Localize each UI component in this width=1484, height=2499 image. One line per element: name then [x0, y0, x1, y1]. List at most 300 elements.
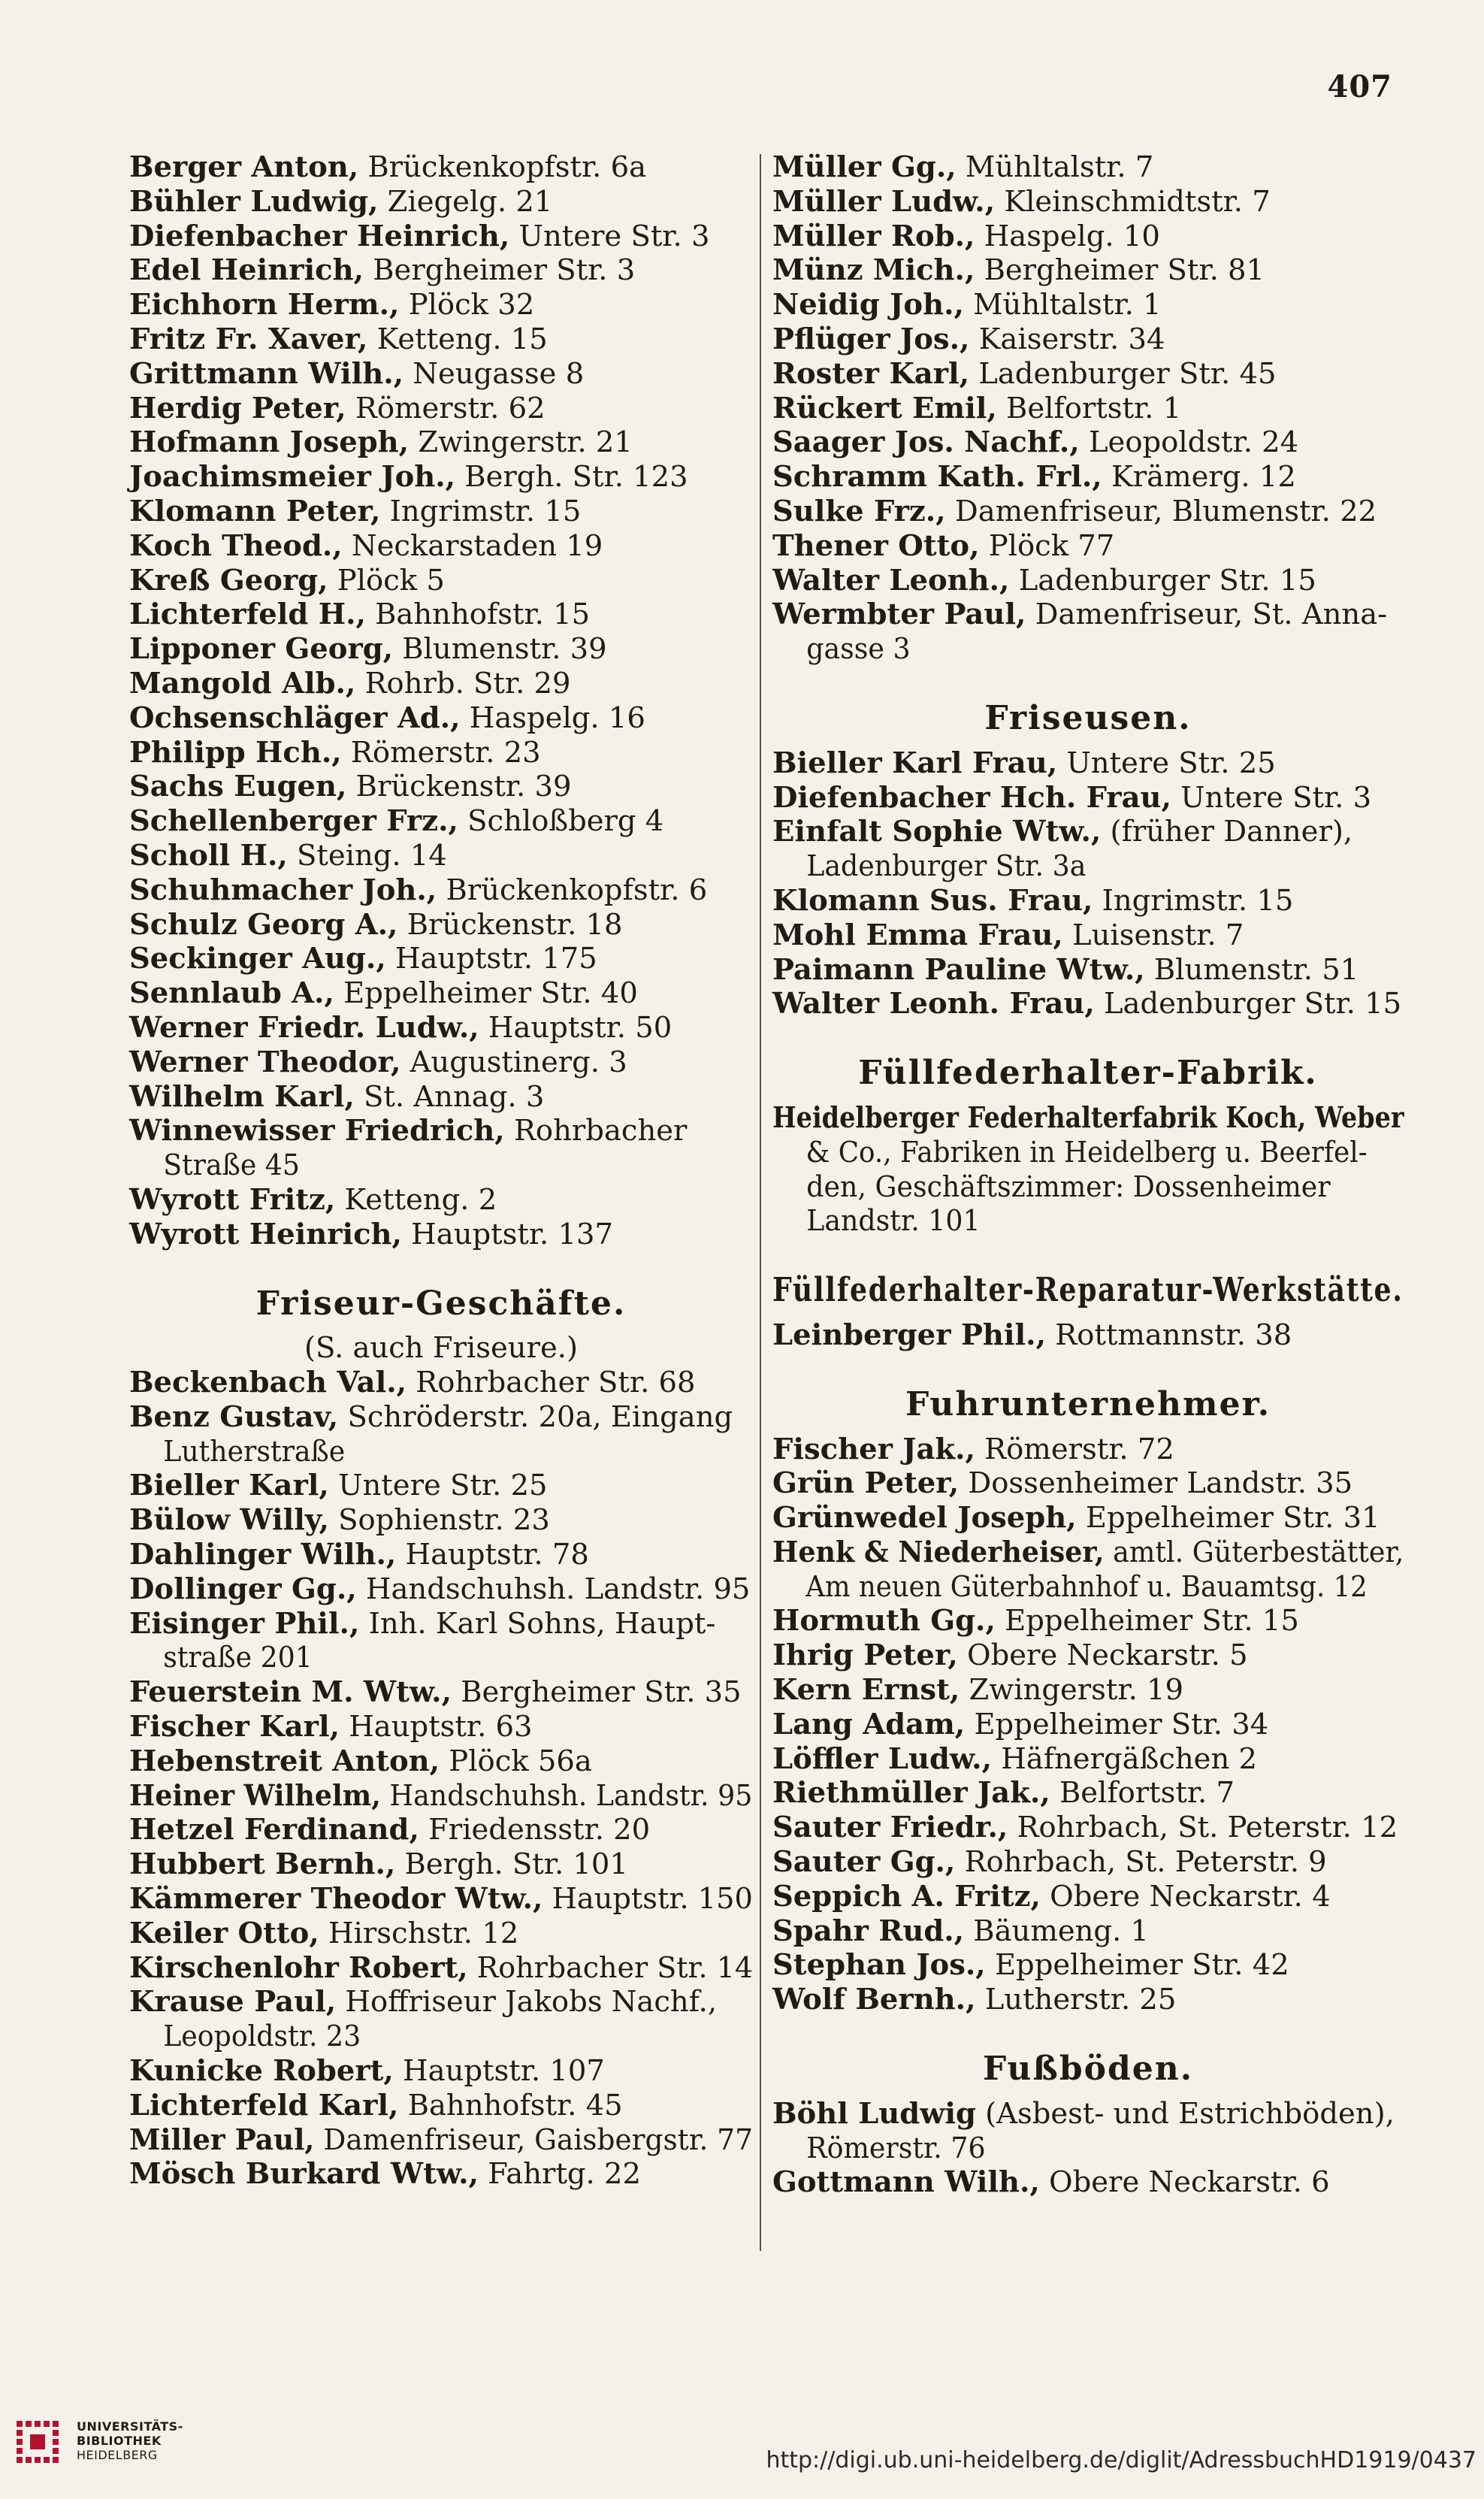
- entry-name: Eichhorn Herm.,: [129, 288, 400, 322]
- directory-entry: [129, 942, 753, 976]
- directory-entry: [772, 1501, 1404, 1535]
- directory-entry: [129, 770, 753, 804]
- entry-address: Kaiserstr. 34: [969, 322, 1165, 356]
- entry-continuation: Straße 45: [163, 1148, 300, 1183]
- entry-address: Brückenstr. 39: [346, 770, 572, 804]
- entry-name: Müller Rob.,: [772, 219, 975, 253]
- entry-address: Bergh. Str. 101: [395, 1847, 628, 1882]
- entry-name: Sennlaub A.,: [129, 976, 334, 1011]
- entry-address: Ketteng. 2: [335, 1182, 497, 1217]
- entry-continuation: Landstr. 101: [806, 1204, 981, 1239]
- directory-entry: [772, 1776, 1404, 1811]
- directory-entry: [129, 357, 753, 392]
- entry-name: Grün Peter,: [772, 1466, 960, 1501]
- entry-name: Feuerstein M. Wtw.,: [129, 1675, 452, 1710]
- entry-address: Damenfriseur, St. Anna-: [1026, 598, 1388, 632]
- entry-address: Hauptstr. 175: [385, 942, 597, 976]
- entry-name: Bülow Willy,: [129, 1503, 329, 1538]
- entry-address: Hauptstr. 137: [401, 1217, 613, 1251]
- entry-address: Handschuhsh. Landstr. 95: [380, 1778, 753, 1813]
- entry-address: Bergh. Str. 123: [455, 460, 688, 495]
- directory-entry: [772, 288, 1404, 322]
- directory-entry: [772, 781, 1404, 815]
- directory-entry: [129, 1572, 753, 1607]
- entry-address: Untere Str. 3: [1171, 780, 1372, 815]
- directory-entry: [772, 253, 1404, 288]
- entry-address: Blumenstr. 51: [1144, 952, 1359, 987]
- entry-address: Fahrtg. 22: [478, 2157, 642, 2192]
- entry-name: Kern Ernst,: [772, 1673, 960, 1708]
- entry-name: Schramm Kath. Frl.,: [772, 460, 1102, 495]
- directory-entry: [772, 987, 1404, 1021]
- entry-address: Augustinerg. 3: [400, 1045, 627, 1079]
- university-seal-icon: [14, 2418, 62, 2466]
- entry-name: Philipp Hch.,: [129, 735, 342, 770]
- entry-address: Untere Str. 25: [328, 1469, 548, 1503]
- entry-address: Ladenburger Str. 45: [969, 356, 1277, 391]
- entry-continuation: & Co., Fabriken in Heidelberg u. Beerfel-: [805, 1135, 1368, 1169]
- footer-url-link[interactable]: http://digi.ub.uni-heidelberg.de/diglit/AdressbuchHD1919/0437: [766, 2447, 1476, 2473]
- entry-name: Miller Paul,: [129, 2122, 315, 2157]
- directory-entry: [129, 1744, 753, 1779]
- entry-name: Fritz Fr. Xaver,: [129, 322, 368, 356]
- entry-address: Neugasse 8: [403, 356, 585, 391]
- directory-entry: [129, 1813, 753, 1847]
- directory-entry: [129, 1045, 753, 1080]
- right-column: [772, 150, 1404, 2200]
- entry-name: Neidig Joh.,: [772, 288, 964, 322]
- entry-name: Werner Theodor,: [129, 1045, 401, 1079]
- section-heading: Füllfederhalter-Reparatur-Werkstätte.: [772, 1271, 1404, 1310]
- entry-address: Leopoldstr. 24: [1079, 425, 1299, 460]
- directory-entry: [772, 1742, 1404, 1777]
- entry-name: Wolf Bernh.,: [772, 1983, 976, 2017]
- entry-address: Ladenburger Str. 15: [1094, 987, 1402, 1021]
- directory-entry: [772, 1318, 1404, 1353]
- entry-address: Dossenheimer Landstr. 35: [959, 1466, 1353, 1501]
- entry-address: Hauptstr. 78: [396, 1538, 589, 1572]
- directory-entry: [772, 746, 1404, 781]
- directory-entry: [772, 815, 1404, 849]
- entry-address: Hauptstr. 150: [543, 1882, 753, 1917]
- entry-name: Spahr Rud.,: [772, 1914, 965, 1948]
- entry-name: Edel Heinrich,: [129, 253, 364, 288]
- directory-entry: [772, 1604, 1404, 1638]
- entry-name: Heiner Wilhelm,: [129, 1778, 381, 1813]
- directory-entry: [772, 425, 1404, 460]
- entry-address: Ingrimstr. 15: [380, 494, 582, 528]
- entry-name: Sulke Frz.,: [772, 494, 946, 528]
- entry-address: Mühltalstr. 1: [963, 288, 1162, 322]
- entry-address: Eppelheimer Str. 40: [334, 976, 638, 1011]
- directory-entry: [772, 564, 1404, 598]
- directory-entry: [129, 460, 753, 495]
- section-gap: [772, 667, 1404, 701]
- entry-name: Hetzel Ferdinand,: [129, 1813, 419, 1847]
- entry-name: Münz Mich.,: [772, 253, 975, 288]
- entry-continuation: Römerstr. 76: [806, 2131, 986, 2165]
- entry-address: Obere Neckarstr. 6: [1039, 2165, 1330, 2200]
- directory-entry: [129, 253, 753, 288]
- directory-entry: [772, 1914, 1404, 1949]
- entry-name: Wyrott Heinrich,: [129, 1217, 402, 1251]
- entry-name: Klomann Sus. Frau,: [772, 883, 1093, 918]
- entry-address: Eppelheimer Str. 15: [995, 1604, 1299, 1638]
- entry-address: amtl. Güterbestätter,: [1104, 1535, 1404, 1569]
- directory-entry: [772, 357, 1404, 392]
- directory-entry: [129, 1183, 753, 1218]
- directory-entry: [129, 1917, 753, 1951]
- entry-continuation: den, Geschäftszimmer: Dossenheimer: [806, 1169, 1331, 1204]
- entry-name: Grünwedel Joseph,: [772, 1501, 1077, 1535]
- section-subnote: (S. auch Friseure.): [304, 1331, 579, 1366]
- footer-logo: [14, 2416, 239, 2476]
- directory-entry: [129, 1675, 753, 1710]
- entry-name: Mangold Alb.,: [129, 666, 356, 700]
- entry-name: Grittmann Wilh.,: [129, 356, 404, 391]
- entry-name: Hebenstreit Anton,: [129, 1744, 440, 1778]
- entry-address: Mühltalstr. 7: [956, 150, 1154, 184]
- entry-name: Lipponer Georg,: [129, 632, 394, 667]
- directory-entry: [129, 150, 753, 185]
- directory-entry: [129, 804, 753, 839]
- section-gap: [772, 1021, 1404, 1056]
- directory-entry: [772, 2165, 1404, 2200]
- entry-address: Steing. 14: [287, 838, 447, 873]
- directory-entry: [772, 1983, 1404, 2017]
- entry-name: Saager Jos. Nachf.,: [772, 425, 1080, 460]
- left-column: [129, 150, 753, 2192]
- entry-name: Ochsenschläger Ad.,: [129, 700, 461, 735]
- entry-address: Brückenkopfstr. 6a: [358, 150, 647, 184]
- entry-address: Hauptstr. 50: [479, 1010, 672, 1045]
- entry-name: Sauter Friedr.,: [772, 1811, 1008, 1845]
- section-heading: Friseur-Geschäfte.: [255, 1284, 627, 1323]
- logo-line-1: UNIVERSITÄTS-: [77, 2419, 183, 2434]
- entry-address: Zwingerstr. 21: [409, 425, 633, 460]
- directory-entry: [772, 1535, 1404, 1570]
- entry-address: Belfortstr. 7: [1050, 1776, 1235, 1811]
- directory-entry: [129, 1469, 753, 1503]
- entry-address: Hoffriseur Jakobs Nachf.,: [336, 1985, 718, 2019]
- directory-entry: [129, 1114, 753, 1148]
- section-gap: [772, 1239, 1404, 1273]
- page-number: 407: [1327, 69, 1392, 104]
- entry-name: Scholl H.,: [129, 838, 288, 873]
- directory-entry: [129, 322, 753, 357]
- section-heading: Füllfederhalter-Fabrik.: [858, 1054, 1318, 1093]
- entry-name: Sachs Eugen,: [129, 770, 347, 804]
- entry-address: Rohrbach, St. Peterstr. 12: [1008, 1811, 1398, 1845]
- directory-entry: [772, 150, 1404, 185]
- entry-address: Rohrbach, St. Peterstr. 9: [955, 1845, 1327, 1880]
- entry-name: Thener Otto,: [772, 528, 980, 563]
- directory-entry: [772, 884, 1404, 918]
- entry-address: Bahnhofstr. 45: [398, 2088, 623, 2122]
- entry-name: Lang Adam,: [772, 1707, 966, 1741]
- directory-entry: [772, 918, 1404, 953]
- entry-address: Lutherstr. 25: [975, 1983, 1177, 2017]
- directory-entry: [772, 322, 1404, 357]
- entry-address: Römerstr. 72: [975, 1432, 1174, 1466]
- entry-address: Römerstr. 23: [341, 735, 541, 770]
- entry-address: Hauptstr. 63: [339, 1710, 533, 1744]
- directory-entry: [129, 701, 753, 736]
- entry-address: Haspelg. 10: [975, 219, 1160, 253]
- entry-address: Belfortstr. 1: [996, 391, 1182, 425]
- entry-address: Bergheimer Str. 35: [452, 1675, 742, 1710]
- entry-name: Fischer Jak.,: [772, 1432, 975, 1466]
- entry-name: Müller Ludw.,: [772, 184, 996, 219]
- entry-address: Sophienstr. 23: [328, 1503, 550, 1538]
- entry-name: Ihrig Peter,: [772, 1638, 958, 1673]
- entry-name: Kreß Georg,: [129, 563, 328, 598]
- entry-address: Rohrb. Str. 29: [355, 666, 571, 700]
- directory-entry: [772, 1100, 1404, 1136]
- entry-address: Plöck 77: [979, 528, 1115, 563]
- entry-name: Mohl Emma Frau,: [772, 918, 1063, 952]
- entry-name: Heidelberger Federhalterfabrik Koch, Weber: [772, 1100, 1404, 1135]
- entry-address: Damenfriseur, Gaisbergstr. 77: [314, 2122, 753, 2157]
- entry-address: (früher Danner),: [1101, 815, 1353, 849]
- entry-address: Bahnhofstr. 15: [365, 598, 591, 632]
- entry-name: Mösch Burkard Wtw.,: [129, 2157, 479, 2192]
- entry-address: Eppelheimer Str. 31: [1076, 1501, 1380, 1535]
- directory-entry: [129, 2122, 753, 2158]
- entry-name: Pflüger Jos.,: [772, 322, 970, 356]
- entry-name: Kirschenlohr Robert,: [129, 1950, 468, 1985]
- directory-entry: [772, 2097, 1404, 2131]
- entry-address: Brückenkopfstr. 6: [437, 873, 708, 907]
- directory-entry: [772, 495, 1404, 529]
- entry-name: Rückert Emil,: [772, 391, 997, 425]
- entry-address: Damenfriseur, Blumenstr. 22: [945, 494, 1377, 528]
- entry-name: Böhl Ludwig: [772, 2096, 976, 2131]
- entry-name: Leinberger Phil.,: [772, 1318, 1046, 1352]
- entry-name: Lichterfeld Karl,: [129, 2088, 399, 2122]
- entry-name: Seppich A. Fritz,: [772, 1879, 1041, 1914]
- entry-address: Hirschstr. 12: [319, 1916, 519, 1950]
- entry-continuation: gasse 3: [806, 632, 911, 667]
- entry-name: Wermbter Paul,: [772, 598, 1026, 632]
- entry-name: Bühler Ludwig,: [129, 184, 379, 219]
- entry-address: Luisenstr. 7: [1062, 918, 1244, 952]
- entry-name: Krause Paul,: [129, 1985, 337, 2019]
- entry-address: Kleinschmidtstr. 7: [995, 184, 1271, 219]
- entry-address: Römerstr. 62: [346, 391, 546, 425]
- directory-entry: [129, 425, 753, 460]
- entry-name: Diefenbacher Heinrich,: [129, 219, 510, 253]
- directory-entry: [129, 1985, 753, 2019]
- entry-name: Kämmerer Theodor Wtw.,: [129, 1882, 543, 1917]
- entry-address: Untere Str. 25: [1057, 746, 1276, 780]
- directory-entry: [772, 185, 1404, 219]
- directory-entry: [772, 1673, 1404, 1708]
- footer-logo-text: [77, 2419, 183, 2462]
- directory-entry: [129, 598, 753, 632]
- entry-name: Henk & Niederheiser,: [772, 1535, 1105, 1569]
- directory-entry: [772, 1708, 1404, 1742]
- column-divider: [760, 154, 761, 2251]
- directory-entry: [129, 185, 753, 219]
- entry-name: Winnewisser Friedrich,: [129, 1114, 505, 1148]
- entry-name: Stephan Jos.,: [772, 1948, 986, 1983]
- directory-entry: [772, 1466, 1404, 1501]
- entry-name: Bieller Karl,: [129, 1469, 329, 1503]
- entry-address: Brückenstr. 18: [397, 907, 623, 942]
- entry-name: Kunicke Robert,: [129, 2054, 394, 2089]
- entry-name: Schulz Georg A.,: [129, 907, 398, 942]
- entry-address: Krämerg. 12: [1102, 460, 1296, 495]
- entry-address: Bäumeng. 1: [964, 1914, 1150, 1948]
- entry-address: Plöck 5: [328, 563, 445, 598]
- directory-entry: [772, 598, 1404, 632]
- entry-name: Walter Leonh. Frau,: [772, 987, 1095, 1021]
- entry-address: Hauptstr. 107: [393, 2054, 605, 2089]
- directory-entry: [129, 1400, 753, 1435]
- directory-entry: [772, 1811, 1404, 1845]
- entry-name: Riethmüller Jak.,: [772, 1776, 1050, 1811]
- logo-line-3: HEIDELBERG: [77, 2448, 158, 2462]
- entry-address: Ziegelg. 21: [378, 184, 553, 219]
- directory-entry: [129, 392, 753, 426]
- directory-entry: [772, 219, 1404, 254]
- entry-address: Ketteng. 15: [367, 322, 548, 356]
- directory-entry: [129, 632, 753, 667]
- directory-entry: [129, 1778, 753, 1814]
- entry-address: Plöck 56a: [440, 1744, 592, 1778]
- directory-entry: [129, 1882, 753, 1917]
- entry-continuation: Am neuen Güterbahnhof u. Bauamtsg. 12: [805, 1569, 1368, 1604]
- entry-name: Sauter Gg.,: [772, 1845, 956, 1880]
- entry-name: Keiler Otto,: [129, 1916, 319, 1950]
- entry-address: Handschuhsh. Landstr. 95: [356, 1572, 751, 1606]
- entry-name: Koch Theod.,: [129, 528, 343, 563]
- directory-entry: [129, 1607, 753, 1641]
- entry-name: Dollinger Gg.,: [129, 1572, 357, 1606]
- section-gap: [772, 1353, 1404, 1387]
- directory-entry: [772, 1845, 1404, 1880]
- entry-address: Rohrbacher Str. 14: [467, 1950, 754, 1985]
- entry-name: Diefenbacher Hch. Frau,: [772, 780, 1171, 815]
- entry-address: Eppelheimer Str. 42: [985, 1948, 1289, 1983]
- entry-name: Gottmann Wilh.,: [772, 2165, 1040, 2200]
- entry-name: Lichterfeld H.,: [129, 598, 366, 632]
- directory-entry: [129, 1366, 753, 1400]
- directory-entry: [129, 736, 753, 770]
- entry-address: Häfnergäßchen 2: [991, 1741, 1257, 1776]
- entry-address: Obere Neckarstr. 4: [1040, 1879, 1331, 1914]
- entry-continuation: Ladenburger Str. 3a: [806, 849, 1087, 884]
- directory-entry: [772, 1880, 1404, 1914]
- entry-name: Müller Gg.,: [772, 150, 957, 184]
- directory-entry: [772, 460, 1404, 495]
- entry-name: Walter Leonh.,: [772, 563, 1010, 598]
- entry-address: Rohrbacher Str. 68: [407, 1366, 696, 1400]
- entry-name: Eisinger Phil.,: [129, 1606, 360, 1641]
- directory-entry: [129, 667, 753, 701]
- entry-address: Neckarstaden 19: [342, 528, 603, 563]
- directory-entry: [772, 529, 1404, 564]
- section-heading: Fuhrunternehmer.: [905, 1384, 1271, 1423]
- entry-address: Rottmannstr. 38: [1045, 1318, 1292, 1352]
- directory-entry: [129, 1950, 754, 1986]
- entry-address: Inh. Karl Sohns, Haupt-: [359, 1606, 716, 1641]
- directory-entry: [129, 288, 753, 322]
- entry-address: Eppelheimer Str. 34: [965, 1707, 1269, 1741]
- entry-continuation: Leopoldstr. 23: [163, 2019, 361, 2054]
- entry-name: Seckinger Aug.,: [129, 942, 386, 976]
- entry-address: Obere Neckarstr. 5: [957, 1638, 1248, 1673]
- directory-entry: [129, 839, 753, 873]
- directory-entry: [129, 908, 753, 942]
- entry-address: Bergheimer Str. 3: [364, 253, 636, 288]
- directory-entry: [129, 2054, 753, 2089]
- entry-name: Wyrott Fritz,: [129, 1182, 336, 1217]
- directory-entry: [129, 1710, 753, 1744]
- entry-name: Roster Karl,: [772, 356, 970, 391]
- directory-entry: [772, 392, 1404, 426]
- directory-entry: [129, 1218, 753, 1252]
- entry-address: Schröderstr. 20a, Eingang: [338, 1399, 733, 1434]
- entry-address: Zwingerstr. 19: [960, 1673, 1184, 1708]
- entry-address: Friedensstr. 20: [419, 1813, 651, 1847]
- entry-name: Löffler Ludw.,: [772, 1741, 992, 1776]
- section-gap: [129, 1252, 753, 1287]
- directory-entry: [129, 564, 753, 598]
- entry-name: Fischer Karl,: [129, 1710, 340, 1744]
- directory-entry: [129, 976, 753, 1011]
- entry-continuation: straße 201: [163, 1641, 313, 1675]
- entry-name: Klomann Peter,: [129, 494, 381, 528]
- entry-address: St. Annag. 3: [354, 1079, 545, 1114]
- entry-name: Bieller Karl Frau,: [772, 746, 1058, 780]
- entry-name: Beckenbach Val.,: [129, 1366, 407, 1400]
- entry-address: Rohrbacher: [504, 1114, 688, 1148]
- entry-name: Werner Friedr. Ludw.,: [129, 1010, 479, 1045]
- directory-entry: [129, 1011, 753, 1045]
- entry-address: Bergheimer Str. 81: [975, 253, 1265, 288]
- directory-entry: [129, 1080, 753, 1115]
- entry-continuation: Lutherstraße: [163, 1434, 346, 1469]
- directory-entry: [129, 1503, 753, 1538]
- directory-entry: [772, 1638, 1404, 1673]
- entry-address: Ladenburger Str. 15: [1009, 563, 1316, 598]
- section-heading: Fußböden.: [982, 2050, 1194, 2089]
- entry-address: Plöck 32: [399, 288, 535, 322]
- directory-entry: [129, 1847, 753, 1882]
- entry-name: Berger Anton,: [129, 150, 359, 184]
- entry-name: Schellenberger Frz.,: [129, 804, 458, 839]
- directory-entry: [772, 953, 1404, 988]
- directory-entry: [129, 219, 753, 254]
- entry-name: Hormuth Gg.,: [772, 1604, 996, 1638]
- directory-entry: [129, 529, 753, 564]
- logo-line-2: BIBLIOTHEK: [77, 2434, 162, 2448]
- entry-name: Dahlinger Wilh.,: [129, 1538, 397, 1572]
- directory-entry: [129, 1538, 753, 1572]
- entry-address: Blumenstr. 39: [393, 632, 607, 667]
- entry-name: Einfalt Sophie Wtw.,: [772, 815, 1102, 849]
- entry-address: Ingrimstr. 15: [1093, 883, 1294, 918]
- entry-address: Schloßberg 4: [458, 804, 664, 839]
- directory-entry: [129, 2089, 753, 2123]
- entry-name: Benz Gustav,: [129, 1399, 339, 1434]
- entry-name: Hofmann Joseph,: [129, 425, 410, 460]
- directory-entry: [772, 1433, 1404, 1467]
- entry-address: Haspelg. 16: [460, 700, 645, 735]
- entry-name: Paimann Pauline Wtw.,: [772, 952, 1145, 987]
